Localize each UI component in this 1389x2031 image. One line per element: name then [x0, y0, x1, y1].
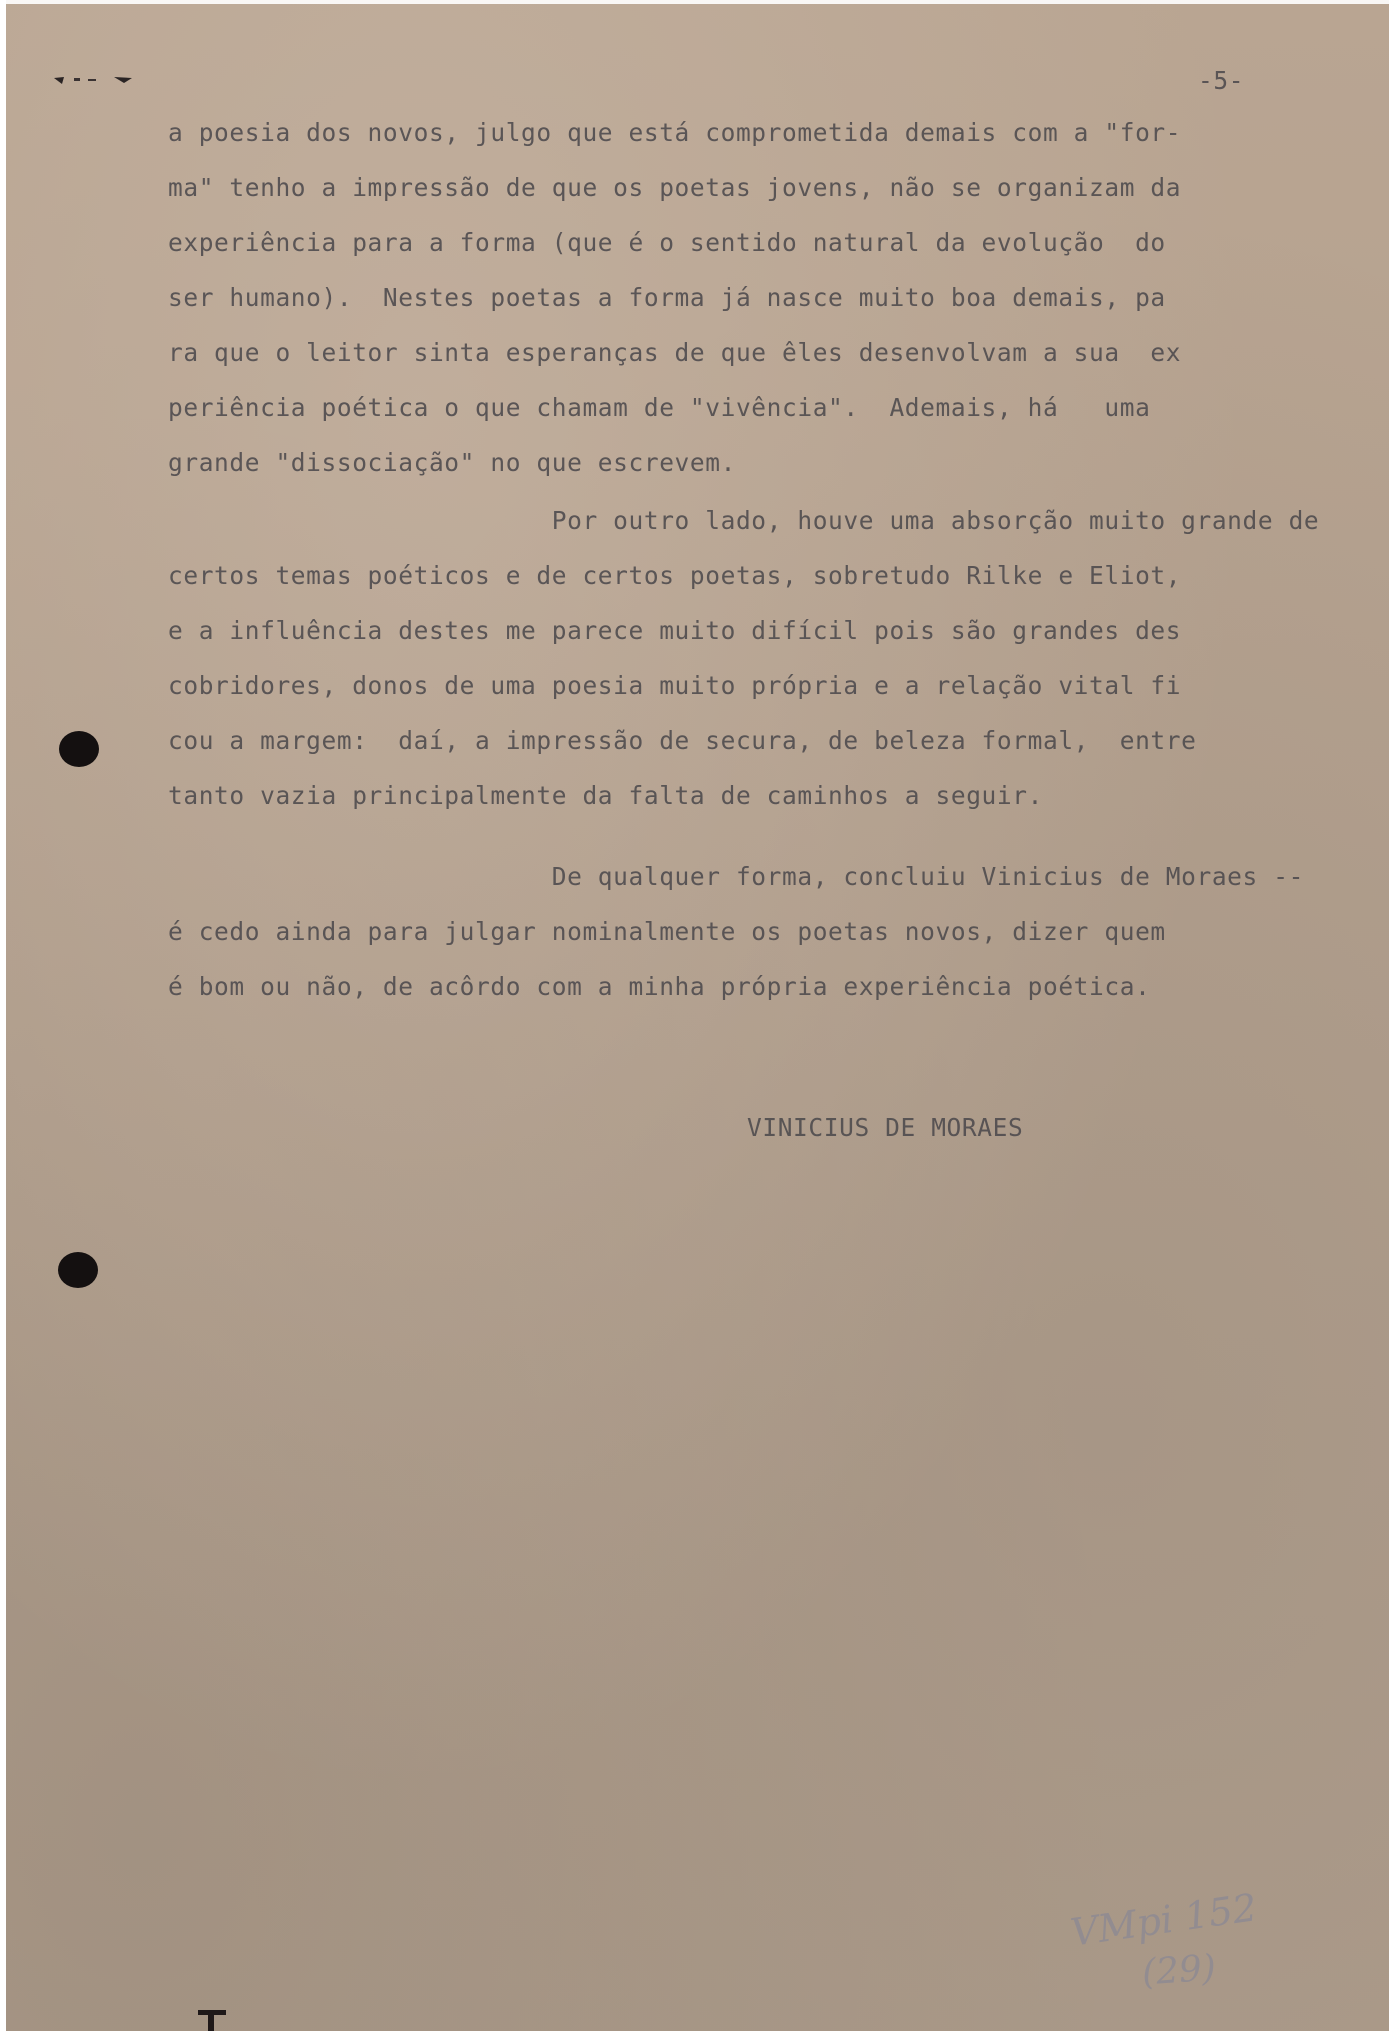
- page-number: -5-: [1198, 66, 1245, 95]
- text-line: ser humano). Nestes poetas a forma já nasce muito boa demais, pa: [168, 283, 1166, 312]
- text-line: certos temas poéticos e de certos poetas, sobretudo Rilke e Eliot,: [168, 561, 1182, 590]
- text-line: grande "dissociação" no que escrevem.: [168, 448, 736, 477]
- text-line: e a influência destes me parece muito difícil pois são grandes des: [168, 616, 1182, 645]
- text-line: cobridores, donos de uma poesia muito própria e a relação vital fi: [168, 671, 1182, 700]
- ink-mark-icon: [198, 2006, 238, 2031]
- archive-reference-number: (29): [1140, 1947, 1218, 1994]
- text-line: De qualquer forma, concluiu Vinicius de Moraes --: [168, 862, 1304, 891]
- ink-mark-icon: [54, 76, 138, 84]
- punch-hole-icon: [58, 1252, 98, 1288]
- text-line: ma" tenho a impressão de que os poetas jovens, não se organizam da: [168, 173, 1182, 202]
- text-line: ra que o leitor sinta esperanças de que êles desenvolvam a sua ex: [168, 338, 1182, 367]
- scan-edge-top: [0, 0, 1389, 4]
- archive-reference: VMpi 152: [1067, 1885, 1260, 1955]
- text-line: experiência para a forma (que é o sentido natural da evolução do: [168, 228, 1166, 257]
- text-line: Por outro lado, houve uma absorção muito grande de: [168, 506, 1320, 535]
- text-line: cou a margem: daí, a impressão de secura, de beleza formal, entre: [168, 726, 1197, 755]
- punch-hole-icon: [59, 731, 99, 767]
- text-line: é cedo ainda para julgar nominalmente os poetas novos, dizer quem: [168, 917, 1166, 946]
- text-line: tanto vazia principalmente da falta de caminhos a seguir.: [168, 781, 1043, 810]
- text-line: é bom ou não, de acôrdo com a minha própria experiência poética.: [168, 972, 1151, 1001]
- signature: VINICIUS DE MORAES: [747, 1113, 1024, 1142]
- text-line: periência poética o que chamam de "vivência". Ademais, há uma: [168, 393, 1151, 422]
- scan-edge-left: [0, 0, 6, 2031]
- text-line: a poesia dos novos, julgo que está comprometida demais com a "for-: [168, 118, 1182, 147]
